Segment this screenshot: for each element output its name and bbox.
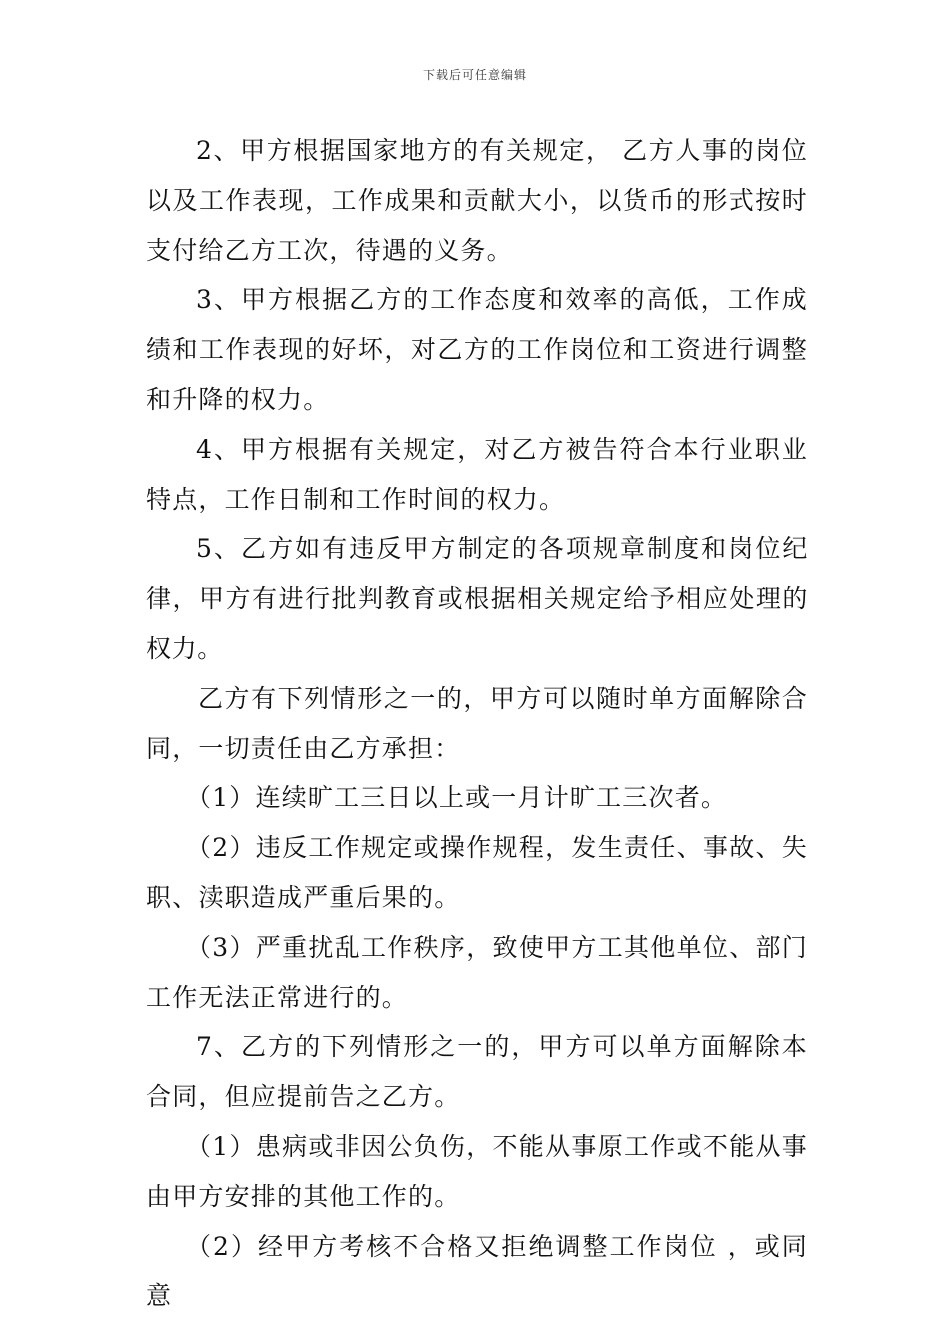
paragraph-item-3: （3）严重扰乱工作秩序，致使甲方工其他单位、部门工作无法正常进行的。 (146, 932, 808, 1012)
paragraph-termination-intro: 乙方有下列情形之一的，甲方可以随时单方面解除合同，一切责任由乙方承担： (146, 683, 808, 763)
paragraph-item-1: （1）连续旷工三日以上或一月计旷工三次者。 (186, 783, 728, 813)
paragraph-item-2: （2）违反工作规定或操作规程，发生责任、事故、失职、渎职造成严重后果的。 (146, 833, 808, 912)
paragraph-clause-3: 3、甲方根据乙方的工作态度和效率的高低，工作成绩和工作表现的好坏，对乙方的工作岗位和工资进行调整和升降的权力。 (146, 285, 808, 414)
paragraph-clause-7-item-2: （2）经甲方考核不合格又拒绝调整工作岗位 ，或同意 (146, 1231, 808, 1311)
paragraph-clause-5: 5、乙方如有违反甲方制定的各项规章制度和岗位纪律，甲方有进行批判教育或根据相关规定给予相应处理的权力。 (146, 534, 808, 663)
document-body (146, 126, 808, 1321)
paragraph-clause-7: 7、乙方的下列情形之一的，甲方可以单方面解除本合同，但应提前告之乙方。 (146, 1032, 808, 1112)
paragraph-clause-2: 2、甲方根据国家地方的有关规定， 乙方人事的岗位以及工作表现，工作成果和贡献大小，以货币的形式按时支付给乙方工次，待遇的义务。 (146, 136, 808, 265)
paragraph-clause-7-item-1: （1）患病或非因公负伤，不能从事原工作或不能从事由甲方安排的其他工作的。 (146, 1131, 808, 1211)
paragraph-clause-4: 4、甲方根据有关规定，对乙方被告符合本行业职业特点，工作日制和工作时间的权力。 (146, 434, 808, 514)
page-header: 下载后可任意编辑 (422, 68, 527, 82)
